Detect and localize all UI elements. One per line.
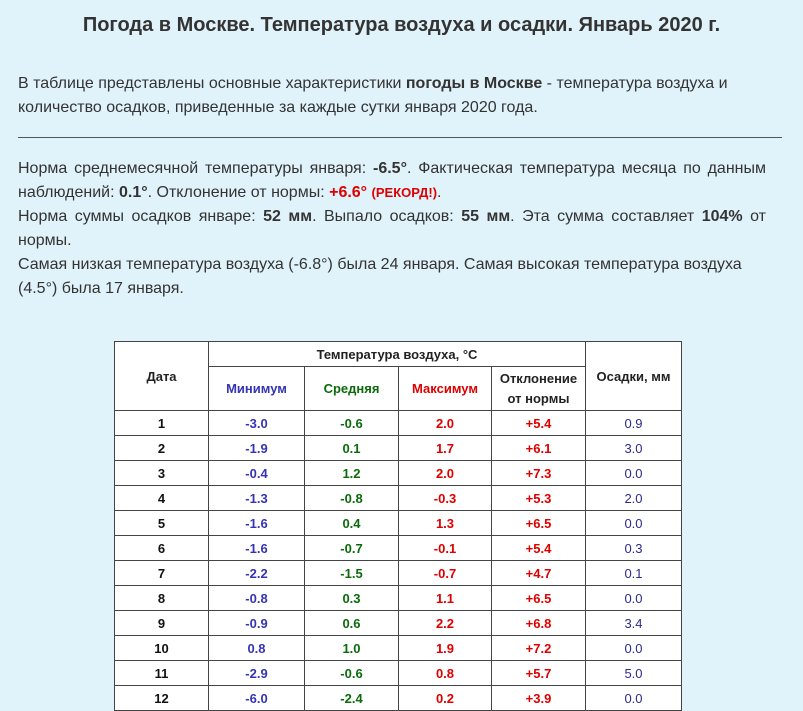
page-title: Погода в Москве. Температура воздуха и осадки. Январь 2020 г. [82, 14, 721, 36]
cell-max: -0.1 [399, 536, 492, 561]
cell-avg: 1.0 [305, 636, 399, 661]
table-row [115, 611, 682, 636]
cell-date: 3 [115, 461, 209, 486]
cell-date: 9 [115, 611, 209, 636]
actual-precip-value: 55 мм [461, 208, 511, 225]
cell-deviation: +5.7 [492, 661, 586, 686]
cell-deviation: +6.5 [492, 586, 586, 611]
header-deviation-line2: от нормы [507, 390, 570, 406]
header-min: Минимум [209, 367, 305, 411]
cell-min: -0.8 [209, 586, 305, 611]
cell-avg: 0.4 [305, 511, 399, 536]
cell-date: 1 [115, 411, 209, 436]
cell-deviation: +4.7 [492, 561, 586, 586]
header-deviation [492, 367, 586, 411]
cell-avg: -0.7 [305, 536, 399, 561]
cell-date: 7 [115, 561, 209, 586]
stats-label: . Эта сумма составляет [510, 208, 702, 225]
stats-label: . Выпало осадков: [312, 208, 462, 225]
norm-precip-value: 52 мм [263, 208, 313, 225]
cell-precip: 2.0 [586, 486, 682, 511]
cell-deviation: +6.8 [492, 611, 586, 636]
table-body [115, 411, 682, 711]
precip-percent-value: 104% [701, 208, 743, 225]
cell-max: 2.0 [399, 461, 492, 486]
cell-avg: -2.4 [305, 686, 399, 711]
intro-after: - температура воздуха и количество осадков, приведенные за каждые сутки января 2020 года. [18, 75, 728, 116]
cell-avg: 0.1 [305, 436, 399, 461]
cell-date: 11 [115, 661, 209, 686]
deviation-value: +6.6° [329, 184, 368, 201]
actual-temp-value: 0.1° [119, 184, 148, 201]
divider [18, 137, 782, 138]
stats-label: Норма суммы осадков январе: [18, 208, 264, 225]
norm-temp-value: -6.5° [373, 160, 407, 177]
table-row [115, 486, 682, 511]
cell-max: -0.7 [399, 561, 492, 586]
table-row [115, 411, 682, 436]
header-max: Максимум [399, 367, 492, 411]
cell-min: -2.2 [209, 561, 305, 586]
cell-precip: 0.0 [586, 636, 682, 661]
cell-precip: 0.0 [586, 461, 682, 486]
header-avg: Средняя [305, 367, 399, 411]
cell-min: -1.9 [209, 436, 305, 461]
cell-max: 2.2 [399, 611, 492, 636]
table-row [115, 536, 682, 561]
table-row [115, 511, 682, 536]
cell-avg: -0.6 [305, 411, 399, 436]
record-badge: (РЕКОРД!) [371, 185, 438, 200]
cell-max: 0.8 [399, 661, 492, 686]
cell-precip: 0.0 [586, 511, 682, 536]
stats-extremes: Самая низкая температура воздуха (-6.8°) была 24 января. Самая высокая температура воздуха (4.5°) была 17 января. [18, 256, 742, 297]
cell-precip: 0.3 [586, 536, 682, 561]
cell-date: 12 [115, 686, 209, 711]
weather-table [114, 341, 682, 711]
cell-min: -0.9 [209, 611, 305, 636]
stats-block [18, 157, 766, 301]
cell-deviation: +5.3 [492, 486, 586, 511]
stats-label: . Фактическая температура месяца по данным наблюдений: [18, 160, 766, 201]
stats-label: . Отклонение от нормы: [147, 184, 330, 201]
cell-precip: 3.0 [586, 436, 682, 461]
stats-precipitation [18, 205, 766, 253]
header-precip: Осадки, мм [586, 342, 682, 411]
cell-precip: 0.0 [586, 586, 682, 611]
stats-temperature [18, 157, 766, 205]
cell-avg: 0.6 [305, 611, 399, 636]
cell-date: 8 [115, 586, 209, 611]
cell-min: -2.9 [209, 661, 305, 686]
cell-avg: -1.5 [305, 561, 399, 586]
cell-precip: 5.0 [586, 661, 682, 686]
table-row [115, 461, 682, 486]
stats-label: Норма среднемесячной температуры января: [18, 160, 373, 177]
cell-date: 2 [115, 436, 209, 461]
stats-label: . [437, 184, 442, 201]
cell-precip: 0.1 [586, 561, 682, 586]
cell-min: -1.6 [209, 511, 305, 536]
cell-min: -6.0 [209, 686, 305, 711]
cell-date: 6 [115, 536, 209, 561]
stats-label: от нормы. [18, 208, 766, 249]
cell-precip: 3.4 [586, 611, 682, 636]
table-row [115, 586, 682, 611]
cell-min: 0.8 [209, 636, 305, 661]
cell-max: 1.1 [399, 586, 492, 611]
cell-precip: 0.0 [586, 686, 682, 711]
cell-deviation: +7.2 [492, 636, 586, 661]
table-row [115, 661, 682, 686]
cell-avg: -0.6 [305, 661, 399, 686]
intro-bold-link: погоды в Москве [405, 75, 543, 92]
table-row [115, 561, 682, 586]
cell-deviation: +6.1 [492, 436, 586, 461]
cell-min: -1.6 [209, 536, 305, 561]
cell-date: 10 [115, 636, 209, 661]
cell-max: 1.3 [399, 511, 492, 536]
cell-deviation: +5.4 [492, 411, 586, 436]
cell-deviation: +6.5 [492, 511, 586, 536]
cell-max: 1.9 [399, 636, 492, 661]
intro-text [18, 72, 768, 120]
cell-avg: 1.2 [305, 461, 399, 486]
cell-deviation: +5.4 [492, 536, 586, 561]
cell-max: 2.0 [399, 411, 492, 436]
cell-max: 0.2 [399, 686, 492, 711]
cell-avg: 0.3 [305, 586, 399, 611]
intro-before: В таблице представлены основные характеристики [18, 75, 406, 92]
cell-min: -0.4 [209, 461, 305, 486]
header-deviation-line1: Отклонение [499, 370, 578, 386]
header-date: Дата [115, 342, 209, 411]
cell-precip: 0.9 [586, 411, 682, 436]
table-row [115, 436, 682, 461]
header-temp-group: Температура воздуха, °C [209, 342, 586, 367]
cell-min: -3.0 [209, 411, 305, 436]
cell-date: 4 [115, 486, 209, 511]
cell-deviation: +3.9 [492, 686, 586, 711]
cell-min: -1.3 [209, 486, 305, 511]
cell-avg: -0.8 [305, 486, 399, 511]
cell-max: 1.7 [399, 436, 492, 461]
cell-date: 5 [115, 511, 209, 536]
table-row [115, 636, 682, 661]
table-row [115, 686, 682, 711]
cell-max: -0.3 [399, 486, 492, 511]
cell-deviation: +7.3 [492, 461, 586, 486]
